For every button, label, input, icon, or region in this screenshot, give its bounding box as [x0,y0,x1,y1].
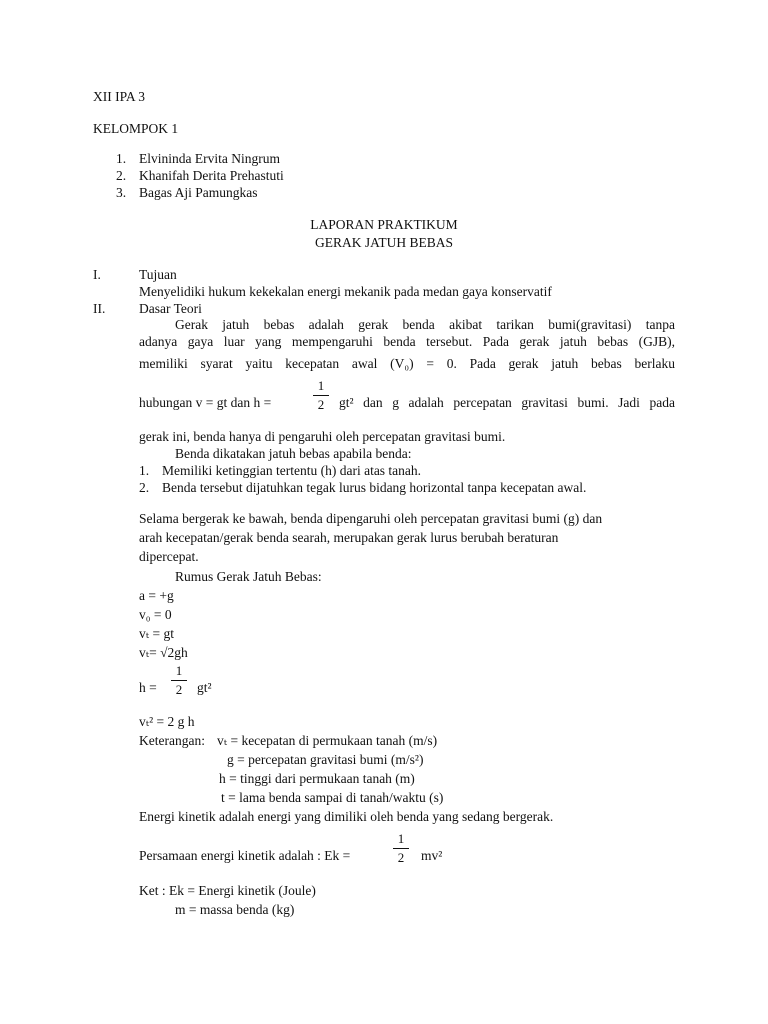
theory-text: memiliki syarat yaitu kecepatan awal (V₀) = 0. Pada gerak jatuh bebas berlaku [139,356,675,371]
theory-text: arah kecepatan/gerak benda searah, merupakan gerak lurus berubah beraturan [139,530,559,545]
kinetic-note: m = massa benda (kg) [175,902,295,917]
kinetic-equation: mv² [421,848,443,863]
note-item: t = lama benda sampai di tanah/waktu (s) [221,790,444,805]
theory-text: Gerak jatuh bebas adalah gerak benda akibat tarikan bumi(gravitasi) tanpa [175,317,675,332]
fraction-bar [313,395,329,396]
formula: gt² [197,680,212,695]
formula: vₜ² = 2 g h [139,714,195,729]
formula: h = [139,680,157,695]
section-number: I. [93,267,101,282]
theory-text: dipercepat. [139,549,199,564]
theory-text: adanya gaya luar yang mempengaruhi benda tersebut. Pada gerak jatuh bebas (GJB), [139,334,675,349]
condition-text: Benda tersebut dijatuhkan tegak lurus bidang horizontal tanpa kecepatan awal. [162,480,587,495]
formula: v₀ = 0 [139,607,172,622]
fraction-numerator: 1 [175,663,183,678]
group-label: KELOMPOK 1 [93,121,179,136]
fraction-denominator: 2 [175,682,183,697]
fraction-half [393,832,409,865]
theory-text: Benda dikatakan jatuh bebas apabila benda: [175,446,412,461]
note-item: h = tinggi dari permukaan tanah (m) [219,771,415,786]
kinetic-equation: Persamaan energi kinetik adalah : Ek = [139,848,351,863]
kinetic-definition: Energi kinetik adalah energi yang dimiliki oleh benda yang sedang bergerak. [139,809,554,824]
member-num: 2. [116,168,127,183]
section-heading: Dasar Teori [139,301,202,316]
theory-text: Selama bergerak ke bawah, benda dipengaruhi oleh percepatan gravitasi bumi (g) dan [139,511,603,526]
member-name: Bagas Aji Pamungkas [139,185,258,200]
condition-num: 1. [139,463,150,478]
class-label: XII IPA 3 [93,89,146,104]
report-title: LAPORAN PRAKTIKUM [310,217,458,232]
condition-num: 2. [139,480,150,495]
fraction-numerator: 1 [397,831,405,846]
section-heading: Tujuan [139,267,177,282]
member-num: 1. [116,151,127,166]
theory-text: gt² dan g adalah percepatan gravitasi bumi. Jadi pada [339,395,675,410]
theory-text: hubungan v = gt dan h = [139,395,272,410]
fraction-bar [171,680,187,681]
kinetic-note: Ket : Ek = Energi kinetik (Joule) [139,883,316,898]
fraction-bar [393,848,409,849]
note-item: g = percepatan gravitasi bumi (m/s²) [227,752,424,767]
formula: vₜ= √2gh [139,645,188,660]
section-number: II. [93,301,106,316]
fraction-half [313,379,329,412]
member-name: Khanifah Derita Prehastuti [139,168,284,183]
fraction-numerator: 1 [317,378,325,393]
formula: vₜ = gt [139,626,174,641]
fraction-denominator: 2 [397,850,405,865]
note-item: vₜ = kecepatan di permukaan tanah (m/s) [217,733,438,748]
theory-text: gerak ini, benda hanya di pengaruhi oleh percepatan gravitasi bumi. [139,429,506,444]
formula-heading: Rumus Gerak Jatuh Bebas: [175,569,322,584]
fraction-denominator: 2 [317,397,325,412]
report-subtitle: GERAK JATUH BEBAS [314,235,453,250]
formula: a = +g [139,588,174,603]
objective-text: Menyelidiki hukum kekekalan energi mekanik pada medan gaya konservatif [139,284,552,299]
fraction-half [171,664,187,697]
member-name: Elvininda Ervita Ningrum [139,151,280,166]
condition-text: Memiliki ketinggian tertentu (h) dari atas tanah. [162,463,422,478]
notes-label: Keterangan: [139,733,205,748]
member-num: 3. [116,185,127,200]
